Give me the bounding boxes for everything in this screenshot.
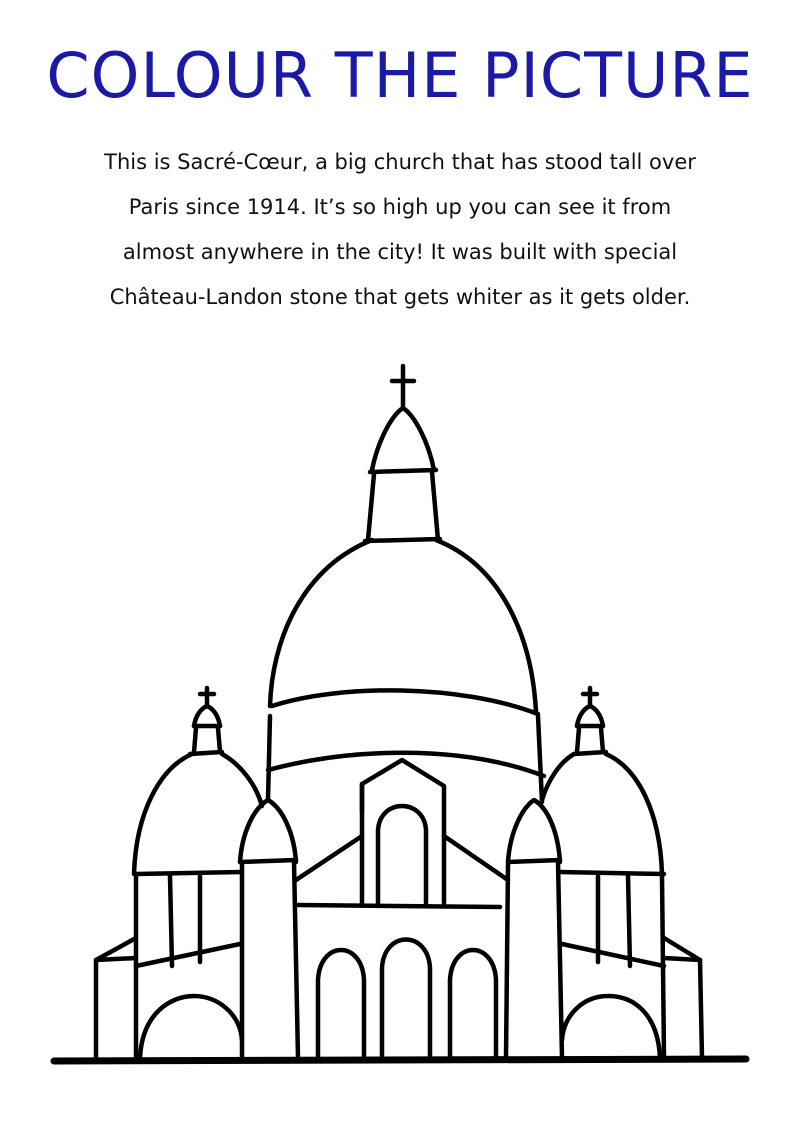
ground-line	[54, 1059, 746, 1061]
right-tower	[506, 800, 562, 1058]
central-lantern	[365, 408, 440, 541]
central-cross	[392, 366, 414, 406]
left-wing	[96, 938, 136, 1058]
description-line: Château-Landon stone that gets whiter as it gets older.	[109, 285, 691, 309]
page-title: COLOUR THE PICTURE	[46, 39, 754, 112]
description-line: This is Sacré-Cœur, a big church that has stood tall over	[104, 150, 696, 174]
central-arcade	[318, 940, 496, 1059]
central-gable	[296, 760, 508, 907]
right-wing	[664, 938, 702, 1058]
left-tower	[240, 800, 298, 1058]
description-line: almost anywhere in the city! It was built with special	[122, 240, 678, 264]
description-line: Paris since 1914. It’s so high up you can see it from	[128, 195, 672, 219]
